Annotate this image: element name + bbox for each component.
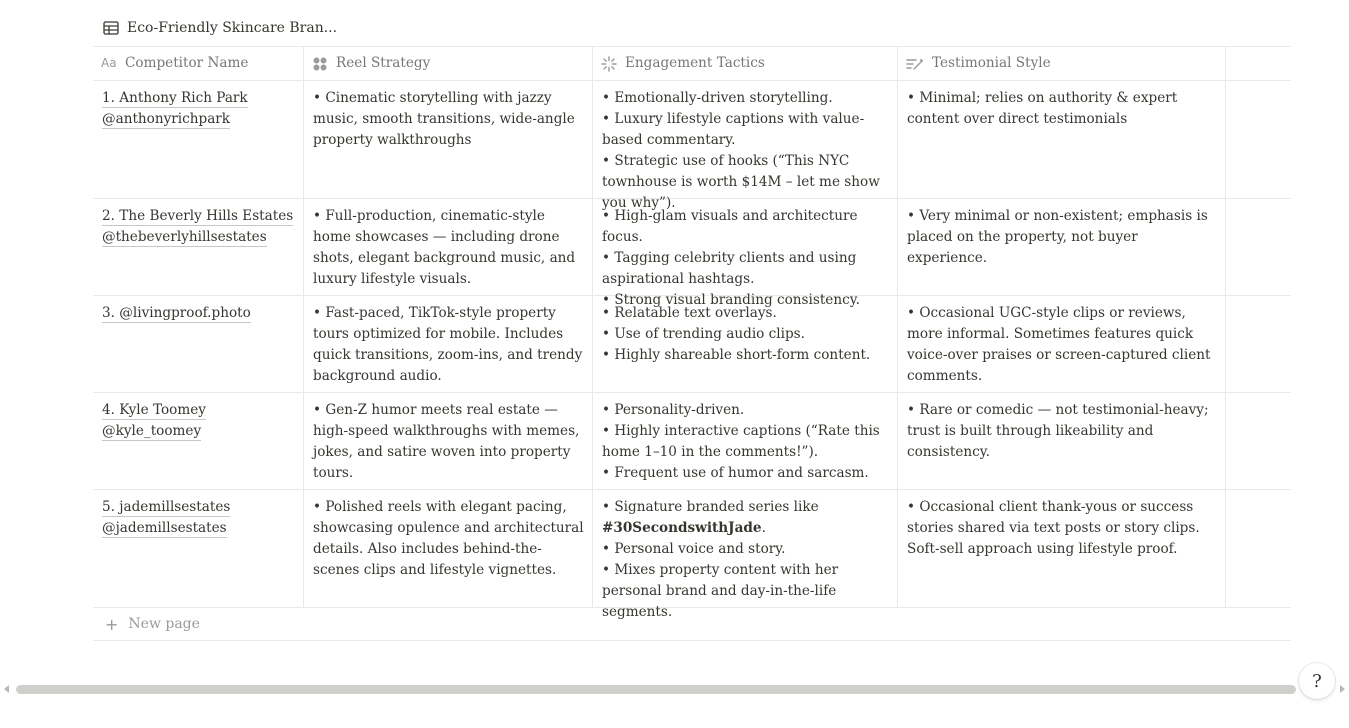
testimonial-style-cell[interactable]: • Rare or comedic — not testimonial-heavy; trust is built through likeability and consistency. <box>898 393 1226 489</box>
engagement-line: • Personal voice and story. <box>602 541 786 557</box>
column-header-label: Testimonial Style <box>932 55 1051 71</box>
engagement-tactics-cell[interactable] <box>593 393 898 489</box>
engagement-line: • Tagging celebrity clients and using aspirational hashtags. <box>602 250 857 287</box>
hashtag-bold: #30SecondswithJade <box>602 520 762 536</box>
engagement-line: • Highly interactive captions (“Rate this home 1–10 in the comments!”). <box>602 423 880 460</box>
scroll-left-arrow-icon[interactable] <box>4 685 9 693</box>
table-row[interactable] <box>93 81 1291 211</box>
engagement-text: • Signature branded series like <box>602 499 819 515</box>
competitor-name-cell[interactable] <box>93 490 304 607</box>
reel-strategy-cell[interactable]: • Cinematic storytelling with jazzy music, smooth transitions, wide-angle property walkthroughs <box>304 81 593 198</box>
help-icon: ? <box>1312 670 1322 692</box>
engagement-line: • Luxury lifestyle captions with value-based commentary. <box>602 111 865 148</box>
database-title-text: Eco-Friendly Skincare Bran... <box>127 20 338 36</box>
empty-cell <box>1226 296 1291 392</box>
engagement-line: • Highly shareable short-form content. <box>602 347 871 363</box>
engagement-line: • Personality-driven. <box>602 402 745 418</box>
scrollbar-thumb[interactable] <box>16 685 1296 694</box>
multi-select-icon <box>312 56 328 72</box>
table-header-row <box>93 47 1291 81</box>
table-row[interactable] <box>93 490 1291 620</box>
engagement-line: • Emotionally-driven storytelling. <box>602 90 833 106</box>
text-type-icon: Aa <box>101 56 117 70</box>
testimonial-style-cell[interactable]: • Minimal; relies on authority & expert content over direct testimonials <box>898 81 1226 198</box>
table-row[interactable] <box>93 199 1291 308</box>
database-table <box>93 46 1291 641</box>
page-title-link[interactable]: 5. jademillsestates <box>102 499 231 515</box>
competitor-name-cell[interactable] <box>93 393 304 489</box>
column-header-testimonial-style[interactable] <box>898 47 1226 80</box>
competitor-name-cell[interactable] <box>93 296 304 392</box>
page-title-link[interactable]: @thebeverlyhillsestates <box>102 229 267 245</box>
reel-strategy-cell[interactable]: • Gen-Z humor meets real estate — high-speed walkthroughs with memes, jokes, and satire woven into property tours. <box>304 393 593 489</box>
column-header-label: Engagement Tactics <box>625 55 765 71</box>
text-edit-icon <box>906 56 924 72</box>
new-page-label: New page <box>128 616 200 632</box>
column-header-label: Competitor Name <box>125 55 249 71</box>
engagement-line: • Use of trending audio clips. <box>602 326 805 342</box>
page-title-link[interactable]: 2. The Beverly Hills Estates <box>102 208 294 224</box>
column-header-reel-strategy[interactable] <box>304 47 593 80</box>
engagement-line: • Mixes property content with her personal brand and day-in-the-life segments. <box>602 562 839 620</box>
column-header-label: Reel Strategy <box>336 55 431 71</box>
engagement-line: • Relatable text overlays. <box>602 305 777 321</box>
table-row[interactable] <box>93 393 1291 490</box>
page-title-link[interactable]: @jademillsestates <box>102 520 227 536</box>
engagement-tactics-cell[interactable] <box>593 81 898 211</box>
column-header-add[interactable] <box>1226 47 1291 80</box>
page-title-link[interactable]: @anthonyrichpark <box>102 111 231 127</box>
engagement-line: • Frequent use of humor and sarcasm. <box>602 465 869 481</box>
page-title-link[interactable]: 4. Kyle Toomey <box>102 402 206 418</box>
engagement-line: • Strategic use of hooks (“This NYC townhouse is worth $14M – let me show you why”). <box>602 153 880 211</box>
empty-cell <box>1226 490 1291 607</box>
empty-cell <box>1226 81 1291 198</box>
horizontal-scrollbar[interactable] <box>0 680 1349 700</box>
engagement-tactics-cell[interactable] <box>593 199 898 308</box>
testimonial-style-cell[interactable]: • Very minimal or non-existent; emphasis is placed on the property, not buyer experience. <box>898 199 1226 295</box>
testimonial-style-cell[interactable]: • Occasional UGC-style clips or reviews, more informal. Sometimes features quick voice-over praises or screen-captured client comments. <box>898 296 1226 392</box>
sparkle-icon <box>601 56 617 72</box>
plus-icon: + <box>105 614 119 634</box>
table-row[interactable] <box>93 296 1291 393</box>
engagement-line <box>602 497 889 539</box>
reel-strategy-cell[interactable]: • Full-production, cinematic-style home showcases — including drone shots, elegant background music, and luxury lifestyle visuals. <box>304 199 593 295</box>
database-title[interactable] <box>103 17 337 39</box>
column-header-engagement-tactics[interactable] <box>593 47 898 80</box>
empty-cell <box>1226 199 1291 295</box>
scroll-right-arrow-icon[interactable] <box>1340 685 1345 693</box>
hashtag-suffix: . <box>761 520 766 536</box>
help-button[interactable] <box>1299 663 1335 699</box>
testimonial-style-cell[interactable]: • Occasional client thank-yous or success stories shared via text posts or story clips. Soft-sell approach using lifestyle proof. <box>898 490 1226 607</box>
empty-cell <box>1226 393 1291 489</box>
competitor-name-cell[interactable] <box>93 81 304 198</box>
engagement-tactics-cell[interactable] <box>593 490 898 620</box>
engagement-line: • High-glam visuals and architecture focus. <box>602 208 858 245</box>
reel-strategy-cell[interactable]: • Fast-paced, TikTok-style property tours optimized for mobile. Includes quick transitions, zoom-ins, and trendy background audio. <box>304 296 593 392</box>
page-title-link[interactable]: 1. Anthony Rich Park <box>102 90 248 106</box>
reel-strategy-cell[interactable]: • Polished reels with elegant pacing, showcasing opulence and architectural details. Also includes behind-the-scenes clips and lifestyle vignettes. <box>304 490 593 607</box>
engagement-line: • Strong visual branding consistency. <box>602 292 860 308</box>
page-title-link[interactable]: 3. @livingproof.photo <box>102 305 251 321</box>
page-title-link[interactable]: @kyle_toomey <box>102 423 202 439</box>
engagement-tactics-cell[interactable] <box>593 296 898 392</box>
table-icon <box>103 21 119 35</box>
competitor-name-cell[interactable] <box>93 199 304 295</box>
column-header-competitor-name[interactable] <box>93 47 304 80</box>
